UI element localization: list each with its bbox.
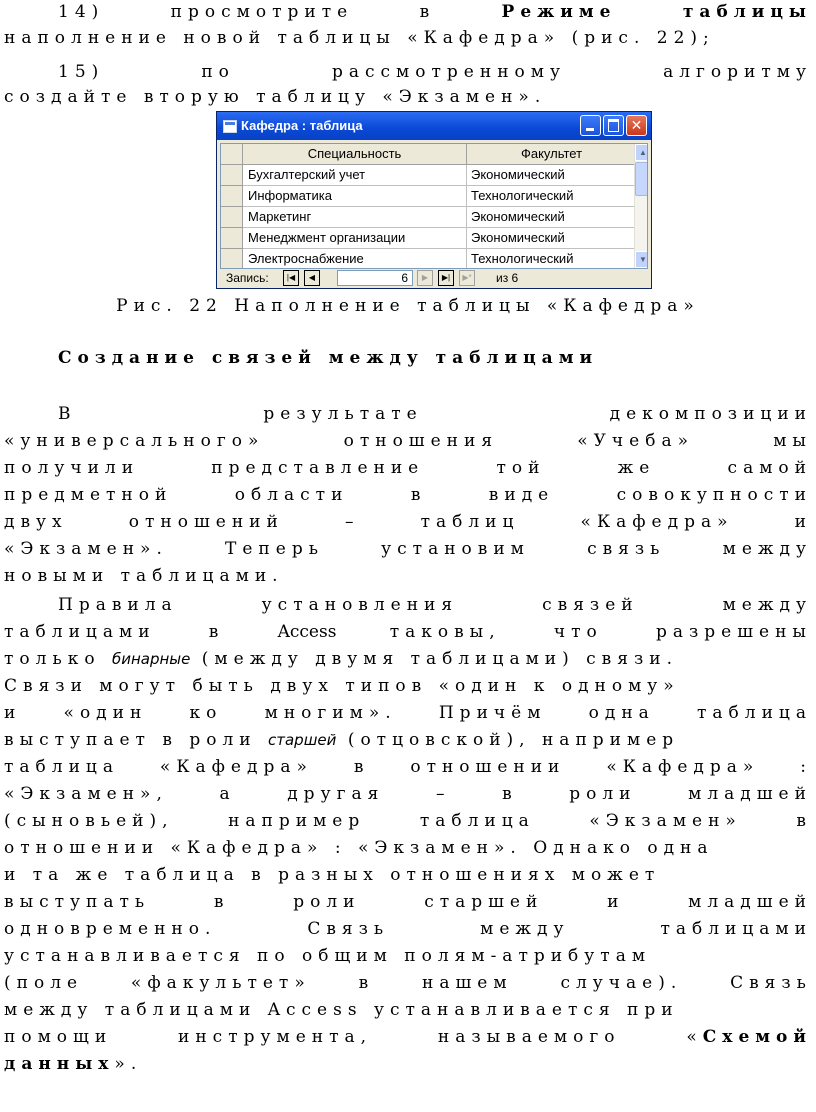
paragraph-2-line [58, 593, 812, 617]
paragraph-1-line [4, 456, 812, 480]
word: в [208, 622, 225, 642]
window-title: Кафедра : таблица [241, 118, 363, 133]
word: «Экзамен» [589, 811, 742, 831]
italic-term: бинарные [111, 650, 191, 668]
bold-term: данных [4, 1054, 115, 1074]
section-heading: Создание связей между таблицами [58, 348, 599, 368]
word: «один [63, 703, 148, 723]
item-number: 15) [58, 62, 105, 82]
word: в [796, 811, 812, 831]
word: в [353, 757, 370, 777]
word: нашем [422, 973, 513, 993]
word: В [58, 404, 77, 424]
word: только [4, 649, 101, 669]
word: «Кафедра» [580, 512, 734, 532]
paragraph-1-line [4, 429, 812, 453]
scroll-up-icon[interactable]: ▲ [635, 144, 648, 161]
word: младшей [688, 892, 812, 912]
item-number: 14) [58, 2, 105, 22]
word: «Экзамен», [4, 784, 168, 804]
word: ». [114, 1054, 143, 1074]
word: Причём [438, 703, 547, 723]
italic-term: старшей [268, 731, 337, 749]
record-navigator [220, 270, 648, 287]
paragraph-2-line [4, 1052, 142, 1076]
word: мы [773, 431, 812, 451]
maximize-button[interactable] [603, 115, 624, 136]
cell-faculty[interactable]: Технологический [467, 249, 637, 269]
row-selector[interactable] [221, 249, 243, 269]
word: установления [261, 595, 459, 615]
word: Access [277, 622, 337, 642]
word: и [607, 892, 625, 912]
word: в [213, 892, 230, 912]
paragraph-2-line [4, 917, 812, 941]
vertical-scrollbar[interactable] [634, 144, 648, 268]
cell-specialty[interactable]: Маркетинг [243, 207, 467, 228]
item-14-line-2: наполнение новой таблицы «Кафедра» (рис. 22); [4, 28, 715, 48]
paragraph-2-line [4, 809, 812, 833]
word: двух [4, 512, 68, 532]
word: ко [189, 703, 223, 723]
word: «Кафедра» [159, 757, 313, 777]
word: связь [587, 539, 666, 559]
word: между [722, 539, 812, 559]
word: установим [381, 539, 530, 559]
header-row [221, 144, 647, 165]
paragraph-1-line [4, 510, 812, 534]
word: рассмотренному [332, 62, 566, 82]
paragraph-2-line: и та же таблица в разных отношениях может [4, 865, 661, 885]
word: в [358, 973, 375, 993]
word: «Экзамен». [4, 539, 168, 559]
paragraph-2-line: отношении «Кафедра» : «Экзамен». Однако одна [4, 838, 714, 858]
cell-faculty[interactable]: Технологический [467, 186, 637, 207]
table-row [221, 207, 647, 228]
paragraph-2-line [4, 701, 812, 725]
record-label: Запись: [226, 271, 269, 285]
figure-caption: Рис. 22 Наполнение таблицы «Кафедра» [116, 296, 700, 316]
paragraph-2-line [4, 1025, 812, 1049]
cell-specialty[interactable]: Информатика [243, 186, 467, 207]
row-selector[interactable] [221, 165, 243, 186]
word: виде [488, 485, 555, 505]
word: таблицами [660, 919, 812, 939]
word: таблица [697, 703, 812, 723]
word: помощи [4, 1027, 113, 1047]
paragraph-1-line: новыми таблицами. [4, 566, 284, 586]
word: отношений [128, 512, 284, 532]
paragraph-2-line: Связи могут быть двух типов «один к одному» [4, 676, 680, 696]
access-table-window [216, 111, 652, 289]
word: связей [542, 595, 639, 615]
cell-faculty[interactable]: Экономический [467, 165, 637, 186]
column-header-faculty[interactable]: Факультет [467, 144, 637, 165]
word: что [553, 622, 603, 642]
word: роли [569, 784, 637, 804]
previous-record-icon[interactable]: ◀ [304, 270, 320, 286]
word: той [496, 458, 546, 478]
record-count: из 6 [496, 271, 519, 285]
word: (поле [4, 973, 84, 993]
corner-selector[interactable] [221, 144, 243, 165]
word: алгоритму [663, 62, 812, 82]
cell-faculty[interactable]: Экономический [467, 228, 637, 249]
paragraph-1-line [58, 402, 812, 426]
word: таблиц [420, 512, 520, 532]
word: – [435, 784, 451, 804]
word: в [410, 485, 427, 505]
word: области [234, 485, 349, 505]
word: получили [4, 458, 140, 478]
paragraph-1-line [4, 483, 812, 507]
word: «универсального» [4, 431, 265, 451]
last-record-icon[interactable]: ▶| [438, 270, 454, 286]
word: Связь [307, 919, 390, 939]
first-record-icon[interactable]: |◀ [283, 270, 299, 286]
paragraph-2-line [4, 755, 812, 779]
window-titlebar[interactable] [217, 112, 651, 140]
bold-term: Схемой [702, 1027, 812, 1047]
row-selector[interactable] [221, 228, 243, 249]
word: декомпозиции [609, 404, 812, 424]
word: таблица [4, 757, 119, 777]
word: а [219, 784, 236, 804]
item-14-line-1 [58, 0, 812, 24]
column-header-specialty[interactable]: Специальность [243, 144, 467, 165]
word: : [800, 757, 812, 777]
word: представление [211, 458, 425, 478]
paragraph-1-line [4, 537, 812, 561]
word: роли [293, 892, 361, 912]
paragraph-2-line [4, 728, 679, 752]
minimize-button[interactable] [580, 115, 601, 136]
word: одновременно. [4, 919, 217, 939]
word: совокупности [616, 485, 812, 505]
word: (сыновьей), [4, 811, 174, 831]
cell-specialty[interactable]: Электроснабжение [243, 249, 467, 269]
cell-specialty[interactable]: Менеджмент организации [243, 228, 467, 249]
word: отношении [410, 757, 566, 777]
word: – [344, 512, 360, 532]
word: предметной [4, 485, 173, 505]
item-15-line-1 [58, 60, 812, 84]
word: называемого [437, 1027, 621, 1047]
table-row [221, 228, 647, 249]
cell-faculty[interactable]: Экономический [467, 207, 637, 228]
word: « [686, 1027, 703, 1047]
word: Связь [730, 973, 812, 993]
word: и [4, 703, 22, 723]
word: выступает в роли [4, 730, 257, 750]
word: между [480, 919, 570, 939]
close-button[interactable]: ✕ [626, 115, 647, 136]
word: «Кафедра» [606, 757, 760, 777]
word: самой [727, 458, 812, 478]
word: же [617, 458, 656, 478]
word: младшей [688, 784, 812, 804]
bold-term: таблицы [682, 2, 812, 22]
item-15-line-2: создайте вторую таблицу «Экзамен». [4, 87, 547, 107]
table-row [221, 249, 647, 269]
new-record-icon[interactable]: ▶* [459, 270, 475, 286]
paragraph-2-line [4, 620, 812, 644]
word-group [686, 1025, 812, 1049]
word: (отцовской), например [347, 730, 680, 750]
word: «Учеба» [577, 431, 695, 451]
cell-specialty[interactable]: Бухгалтерский учет [243, 165, 467, 186]
word: например [228, 811, 366, 831]
table-row [221, 186, 647, 207]
word: разрешены [655, 622, 812, 642]
row-selector[interactable] [221, 186, 243, 207]
word: Теперь [225, 539, 324, 559]
word: в [502, 784, 518, 804]
next-record-icon[interactable]: ▶ [417, 270, 433, 286]
paragraph-2-line: между таблицами Access устанавливается при [4, 1000, 679, 1020]
paragraph-2-line [4, 971, 812, 995]
bold-term: Режиме [501, 2, 617, 22]
current-record-field[interactable]: 6 [337, 270, 413, 286]
word: «факультет» [130, 973, 311, 993]
scroll-thumb[interactable] [635, 162, 648, 196]
word: многим». [264, 703, 397, 723]
word: просмотрите [170, 2, 354, 22]
word: отношения [343, 431, 499, 451]
word: одна [588, 703, 655, 723]
word: таблицами [4, 622, 156, 642]
word: другая [287, 784, 385, 804]
table-icon [223, 120, 237, 133]
word: старшей [424, 892, 544, 912]
paragraph-2-line: устанавливается по общим полям-атрибутам [4, 946, 652, 966]
word: и [794, 512, 812, 532]
table-row [221, 165, 647, 186]
datasheet-grid [220, 143, 648, 269]
word: Правила [58, 595, 178, 615]
scroll-down-icon[interactable]: ▼ [635, 251, 648, 268]
word: таковы, [389, 622, 501, 642]
paragraph-2-line [4, 782, 812, 806]
word: по [201, 62, 235, 82]
word: (между двумя таблицами) связи. [201, 649, 678, 669]
row-selector[interactable] [221, 207, 243, 228]
word: результате [263, 404, 423, 424]
word: случае). [560, 973, 683, 993]
word: инструмента, [178, 1027, 373, 1047]
word: выступать [4, 892, 151, 912]
paragraph-2-line [4, 647, 678, 671]
word: в [419, 2, 436, 22]
paragraph-2-line [4, 890, 812, 914]
word: между [722, 595, 812, 615]
word: таблица [419, 811, 535, 831]
